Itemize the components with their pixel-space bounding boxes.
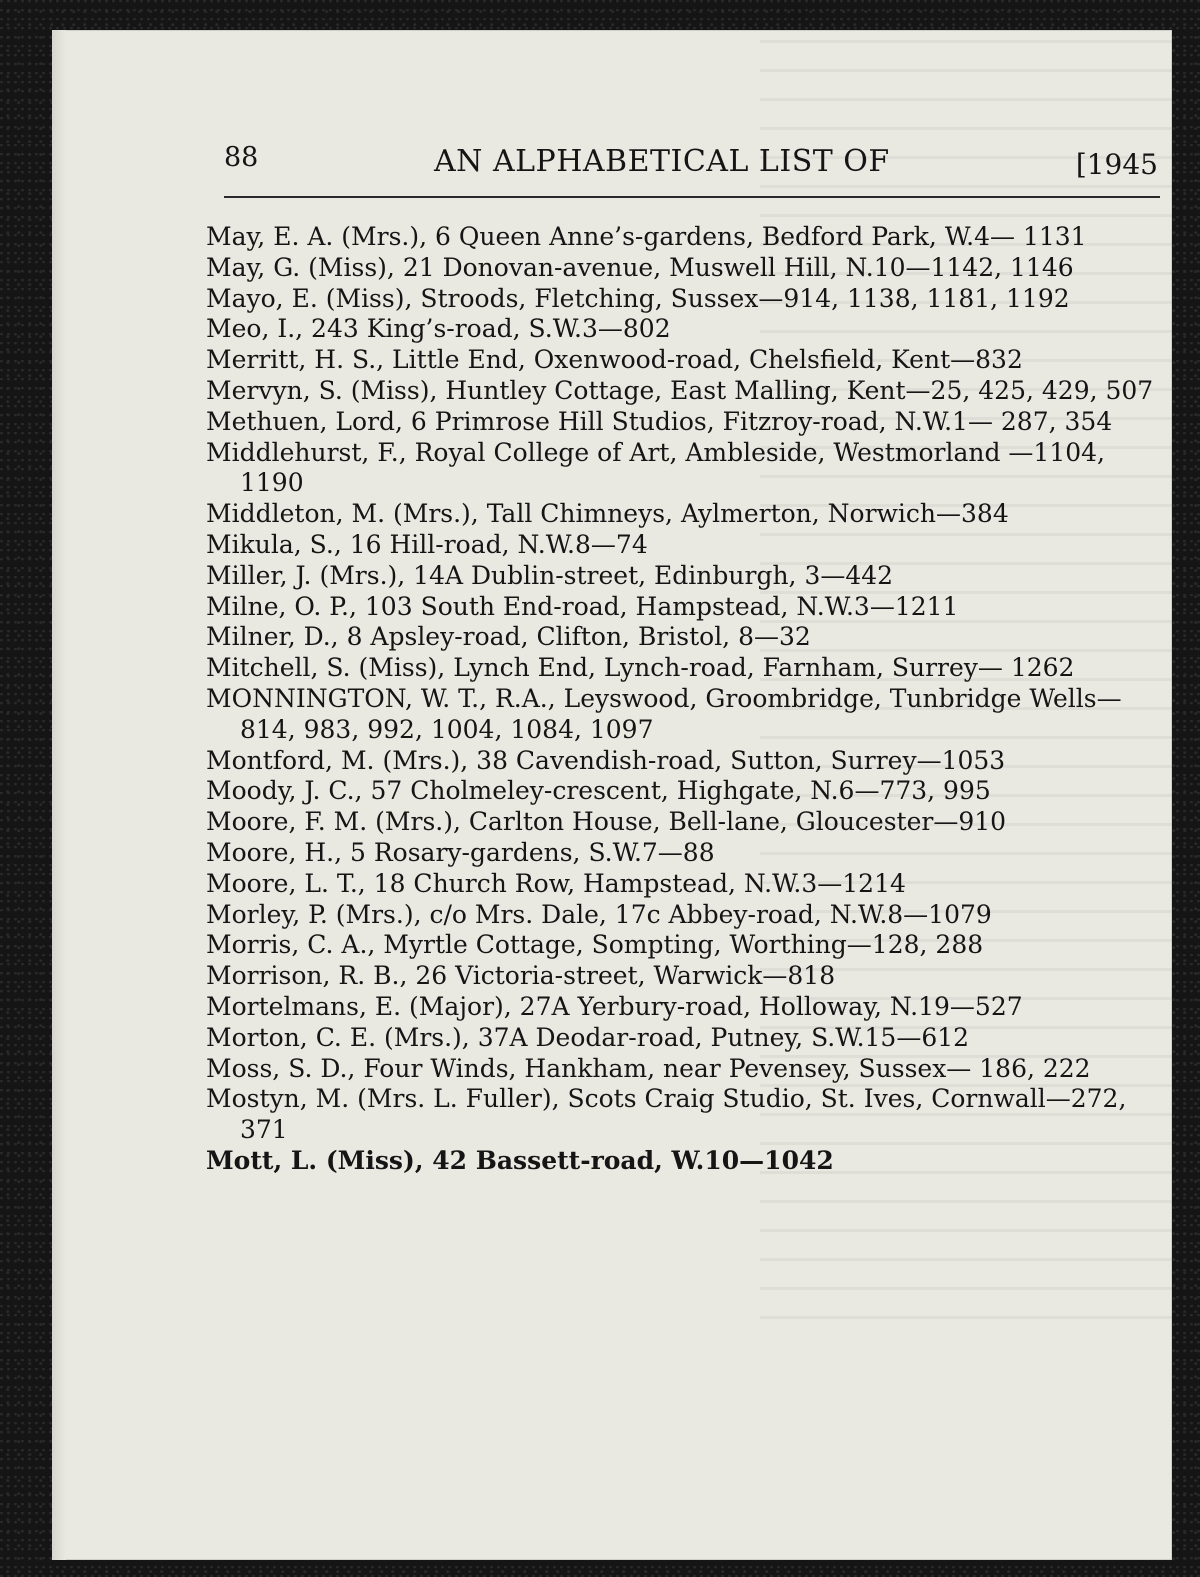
running-header [224, 138, 1160, 188]
list-item: Milner, D., 8 Apsley-road, Clifton, Bristol, 8—32 [206, 622, 811, 652]
list-item: MONNINGTON, W. T., R.A., Leyswood, Groombridge, Tunbridge Wells—814, 983, 992, 1004, 1084, 1097 [206, 683, 1122, 744]
list-item: Moore, H., 5 Rosary-gardens, S.W.7—88 [206, 837, 715, 867]
header-rule [224, 196, 1160, 198]
list-item: Morley, P. (Mrs.), c/o Mrs. Dale, 17c Abbey-road, N.W.8—1079 [206, 899, 992, 929]
entry-list [206, 222, 1156, 1177]
list-item: Mayo, E. (Miss), Stroods, Fletching, Sussex—914, 1138, 1181, 1192 [206, 283, 1070, 313]
list-item: Moore, F. M. (Mrs.), Carlton House, Bell-lane, Gloucester—910 [206, 807, 1007, 837]
list-item: Merritt, H. S., Little End, Oxenwood-road, Chelsfield, Kent—832 [206, 345, 1023, 375]
list-item: Morton, C. E. (Mrs.), 37A Deodar-road, Putney, S.W.15—612 [206, 1022, 970, 1052]
list-item: Meo, I., 243 King’s-road, S.W.3—802 [206, 314, 671, 344]
page-number: 88 [224, 142, 259, 173]
list-item: Mitchell, S. (Miss), Lynch End, Lynch-road, Farnham, Surrey— 1262 [206, 653, 1075, 683]
list-item: May, G. (Miss), 21 Donovan-avenue, Muswell Hill, N.10—1142, 1146 [206, 252, 1074, 282]
list-item: Mortelmans, E. (Major), 27A Yerbury-road, Holloway, N.19—527 [206, 991, 1023, 1021]
list-item: Middlehurst, F., Royal College of Art, Ambleside, Westmorland —1104, 1190 [206, 437, 1105, 498]
list-item: Morrison, R. B., 26 Victoria-street, Warwick—818 [206, 961, 836, 991]
page-gutter-edge [52, 30, 66, 1560]
header-year: [1945 [1075, 148, 1158, 181]
list-item: May, E. A. (Mrs.), 6 Queen Anne’s-gardens, Bedford Park, W.4— 1131 [206, 222, 1087, 251]
list-item: Mott, L. (Miss), 42 Bassett-road, W.10—1042 [206, 1145, 834, 1175]
list-item: Mikula, S., 16 Hill-road, N.W.8—74 [206, 529, 648, 559]
list-item: Montford, M. (Mrs.), 38 Cavendish-road, Sutton, Surrey—1053 [206, 745, 1006, 775]
list-item: Methuen, Lord, 6 Primrose Hill Studios, Fitzroy-road, N.W.1— 287, 354 [206, 406, 1113, 436]
list-item: Mostyn, M. (Mrs. L. Fuller), Scots Craig Studio, St. Ives, Cornwall—272, 371 [206, 1084, 1127, 1145]
list-item: Moody, J. C., 57 Cholmeley-crescent, Highgate, N.6—773, 995 [206, 776, 991, 806]
list-item: Morris, C. A., Myrtle Cottage, Sompting, Worthing—128, 288 [206, 930, 984, 960]
list-item: Middleton, M. (Mrs.), Tall Chimneys, Aylmerton, Norwich—384 [206, 499, 1009, 529]
list-item: Moore, L. T., 18 Church Row, Hampstead, N.W.3—1214 [206, 868, 906, 898]
list-item: Milne, O. P., 103 South End-road, Hampstead, N.W.3—1211 [206, 591, 959, 621]
list-item: Moss, S. D., Four Winds, Hankham, near Pevensey, Sussex— 186, 222 [206, 1053, 1091, 1083]
page-title: AN ALPHABETICAL LIST OF [434, 144, 890, 179]
list-item: Mervyn, S. (Miss), Huntley Cottage, East Malling, Kent—25, 425, 429, 507 [206, 375, 1154, 405]
list-item: Miller, J. (Mrs.), 14A Dublin-street, Edinburgh, 3—442 [206, 560, 894, 590]
